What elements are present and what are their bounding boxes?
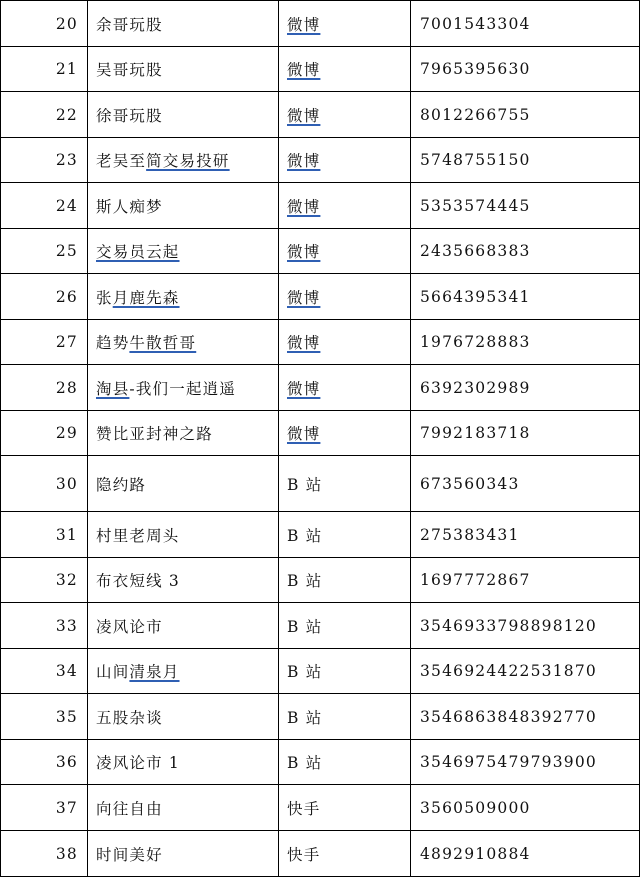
- account-name-text: 老吴至: [96, 152, 147, 170]
- account-name: [88, 785, 279, 831]
- platform-cell: [279, 365, 411, 411]
- account-name: [88, 92, 279, 138]
- account-name: [88, 456, 279, 512]
- account-name: [88, 47, 279, 92]
- row-number: 37: [1, 785, 88, 831]
- row-number: 30: [1, 456, 88, 512]
- account-name: [88, 320, 279, 365]
- account-name: [88, 740, 279, 785]
- table-row: [1, 92, 640, 138]
- platform-cell: [279, 274, 411, 320]
- account-name-text: 时间美好: [96, 845, 163, 864]
- table-row: [1, 1, 640, 47]
- account-id: 2435668383: [411, 229, 640, 274]
- account-id: 5748755150: [411, 138, 640, 183]
- row-number: 28: [1, 365, 88, 411]
- account-name-text: 斯人痴梦: [96, 197, 163, 216]
- row-number: 23: [1, 138, 88, 183]
- account-id: 3546975479793900: [411, 740, 640, 785]
- platform-cell: [279, 1, 411, 47]
- table-row: [1, 274, 640, 320]
- row-number: 35: [1, 694, 88, 740]
- platform-text: B 站: [287, 617, 323, 636]
- account-name: [88, 365, 279, 411]
- account-name-text: 山间: [96, 663, 130, 681]
- account-id: 673560343: [411, 456, 640, 512]
- account-name: [88, 138, 279, 183]
- platform-link[interactable]: 微博: [287, 197, 321, 216]
- account-name-text: 趋势: [96, 334, 130, 352]
- account-name-link[interactable]: 简交易投研: [146, 152, 230, 170]
- platform-cell: [279, 785, 411, 831]
- account-name: [88, 1, 279, 47]
- platform-link[interactable]: 微博: [287, 15, 321, 34]
- account-name-link[interactable]: 淘县: [96, 379, 130, 398]
- account-name: [88, 558, 279, 603]
- platform-link[interactable]: 微博: [287, 152, 321, 170]
- account-name-text: -我们一起逍遥: [129, 379, 237, 398]
- table-row: [1, 603, 640, 649]
- platform-cell: [279, 229, 411, 274]
- account-id: 7001543304: [411, 1, 640, 47]
- account-id: 8012266755: [411, 92, 640, 138]
- row-number: 33: [1, 603, 88, 649]
- row-number: 22: [1, 92, 88, 138]
- platform-cell: [279, 183, 411, 229]
- platform-text: B 站: [287, 754, 323, 772]
- account-name: [88, 229, 279, 274]
- platform-cell: [279, 649, 411, 694]
- platform-cell: [279, 603, 411, 649]
- table-row: [1, 785, 640, 831]
- account-name-text: 张: [96, 288, 113, 307]
- account-name: [88, 512, 279, 558]
- account-name-link[interactable]: 月鹿先森: [112, 288, 180, 307]
- account-name-text: 五股杂谈: [96, 708, 163, 727]
- row-number: 27: [1, 320, 88, 365]
- platform-text: B 站: [287, 475, 323, 494]
- platform-cell: [279, 47, 411, 92]
- platform-cell: [279, 740, 411, 785]
- account-name-text: 凌风论市: [96, 617, 163, 636]
- platform-cell: [279, 320, 411, 365]
- account-name-text: 徐哥玩股: [96, 106, 163, 125]
- row-number: 34: [1, 649, 88, 694]
- account-name: [88, 603, 279, 649]
- platform-link[interactable]: 微博: [287, 61, 321, 79]
- platform-text: 快手: [287, 845, 321, 864]
- account-id: 3546863848392770: [411, 694, 640, 740]
- table-row: [1, 831, 640, 877]
- row-number: 38: [1, 831, 88, 877]
- platform-link[interactable]: 微博: [287, 425, 321, 443]
- row-number: 36: [1, 740, 88, 785]
- platform-link[interactable]: 微博: [287, 334, 321, 352]
- account-name: [88, 411, 279, 456]
- table-row: [1, 47, 640, 92]
- account-name-text: 向往自由: [96, 799, 163, 818]
- account-name-text: 吴哥玩股: [96, 61, 163, 79]
- table-row: [1, 183, 640, 229]
- platform-link[interactable]: 微博: [287, 106, 321, 125]
- account-name: [88, 183, 279, 229]
- table-row: [1, 138, 640, 183]
- account-id: 3560509000: [411, 785, 640, 831]
- account-name-text: 隐约路: [96, 475, 147, 494]
- platform-cell: [279, 512, 411, 558]
- table-row: [1, 320, 640, 365]
- platform-cell: [279, 558, 411, 603]
- account-name-text: 余哥玩股: [96, 15, 163, 34]
- platform-text: 快手: [287, 799, 321, 818]
- account-id: 4892910884: [411, 831, 640, 877]
- platform-text: B 站: [287, 572, 323, 590]
- account-id: 1976728883: [411, 320, 640, 365]
- account-name-link[interactable]: 牛散哲哥: [129, 334, 197, 352]
- platform-cell: [279, 92, 411, 138]
- row-number: 21: [1, 47, 88, 92]
- platform-link[interactable]: 微博: [287, 288, 321, 307]
- row-number: 24: [1, 183, 88, 229]
- account-id: 6392302989: [411, 365, 640, 411]
- table-row: [1, 694, 640, 740]
- table-row: [1, 365, 640, 411]
- row-number: 29: [1, 411, 88, 456]
- row-number: 31: [1, 512, 88, 558]
- account-id: 3546924422531870: [411, 649, 640, 694]
- account-id: 5664395341: [411, 274, 640, 320]
- table-row: [1, 558, 640, 603]
- account-name: [88, 831, 279, 877]
- table-row: [1, 649, 640, 694]
- row-number: 25: [1, 229, 88, 274]
- table-row: [1, 740, 640, 785]
- platform-link[interactable]: 微博: [287, 379, 321, 398]
- platform-cell: [279, 411, 411, 456]
- account-id: 7992183718: [411, 411, 640, 456]
- account-id: 275383431: [411, 512, 640, 558]
- account-name: [88, 649, 279, 694]
- account-id: 1697772867: [411, 558, 640, 603]
- account-name-text: 布衣短线 3: [96, 572, 180, 590]
- row-number: 20: [1, 1, 88, 47]
- platform-cell: [279, 456, 411, 512]
- platform-cell: [279, 694, 411, 740]
- account-id: 3546933798898120: [411, 603, 640, 649]
- table-row: [1, 512, 640, 558]
- account-name-link[interactable]: 交易员云起: [96, 243, 180, 261]
- row-number: 26: [1, 274, 88, 320]
- table-body: [1, 1, 640, 877]
- account-name-text: 村里老周头: [96, 526, 180, 545]
- account-name: [88, 694, 279, 740]
- account-id: 7965395630: [411, 47, 640, 92]
- platform-cell: [279, 138, 411, 183]
- table-row: [1, 411, 640, 456]
- platform-text: B 站: [287, 663, 323, 681]
- account-name: [88, 274, 279, 320]
- table-row: [1, 229, 640, 274]
- account-name-link[interactable]: 清泉月: [129, 663, 180, 681]
- table-row: [1, 456, 640, 512]
- account-name-text: 凌风论市 1: [96, 754, 180, 772]
- account-id: 5353574445: [411, 183, 640, 229]
- row-number: 32: [1, 558, 88, 603]
- platform-link[interactable]: 微博: [287, 243, 321, 261]
- platform-text: B 站: [287, 526, 323, 545]
- account-name-text: 赞比亚封神之路: [96, 425, 213, 443]
- platform-text: B 站: [287, 708, 323, 727]
- platform-cell: [279, 831, 411, 877]
